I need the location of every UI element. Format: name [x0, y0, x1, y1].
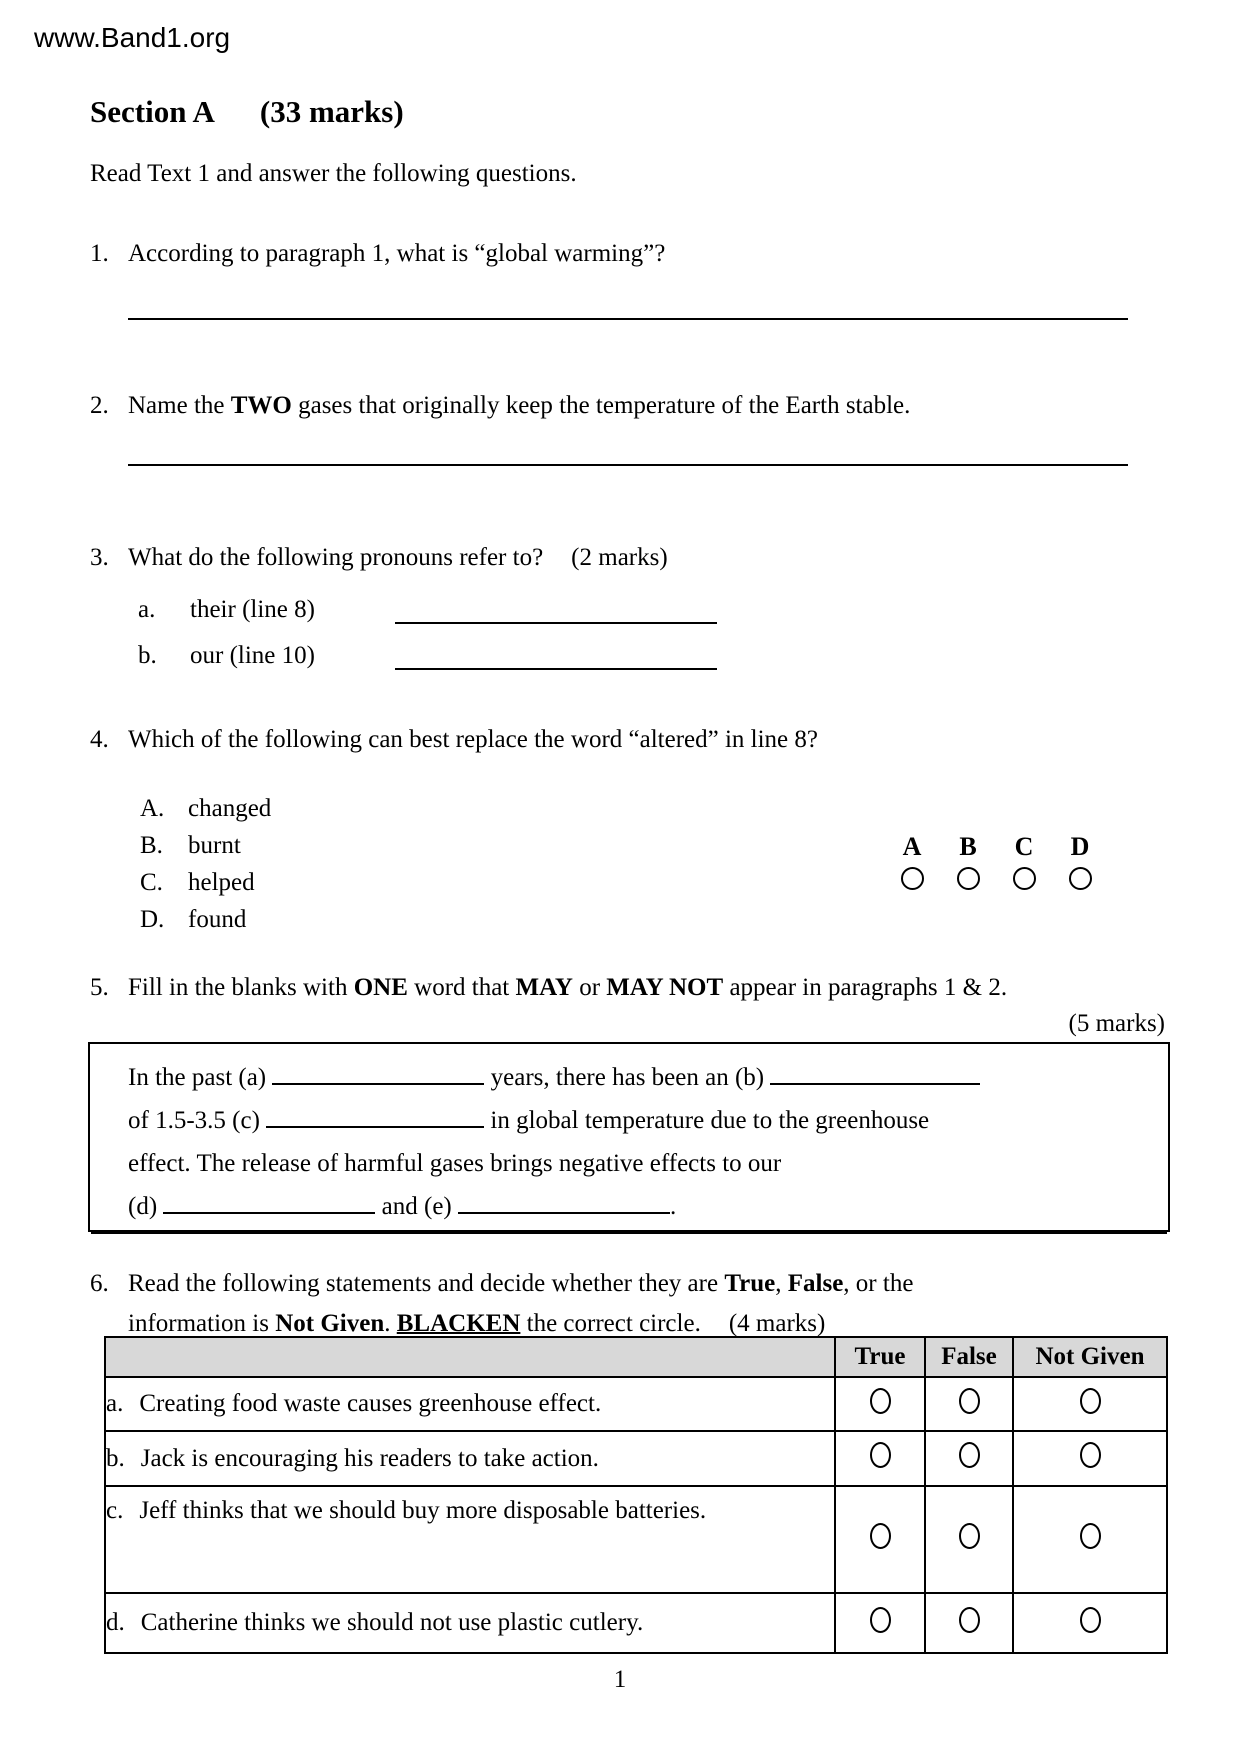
tf-bubble-c-notgiven[interactable]	[1080, 1523, 1101, 1549]
question-2-bold: TWO	[230, 392, 292, 419]
statement-b-label: b.	[106, 1444, 125, 1472]
q3-item-a-blank[interactable]	[395, 592, 717, 624]
q3-item-a	[138, 590, 717, 624]
statement-b-text: Jack is encouraging his readers to take action.	[140, 1444, 599, 1472]
question-3-text	[128, 544, 1165, 572]
question-2-pre: Name the	[128, 392, 231, 419]
sumbox-line-2	[128, 1099, 1152, 1142]
question-2	[90, 392, 1165, 420]
q4-option-a-label: A.	[140, 795, 165, 822]
q6-seg2: ,	[775, 1270, 788, 1297]
q3-item-b	[138, 636, 717, 670]
col-header-true: True	[835, 1337, 925, 1377]
bubble-label-c: C	[1014, 832, 1034, 861]
question-3-stem: What do the following pronouns refer to?	[128, 544, 544, 571]
statement-a-text: Creating food waste causes greenhouse effect.	[139, 1390, 602, 1417]
q5-seg1: Fill in the blanks with	[128, 974, 354, 1001]
site-url: www.Band1.org	[34, 22, 231, 53]
q4-option-a	[140, 790, 271, 827]
q4-option-b-text: burnt	[188, 832, 241, 859]
q5-bold-maynot: MAY NOT	[606, 974, 724, 1001]
q4-option-d	[140, 901, 271, 938]
sumbox-l1a: In the past (a)	[128, 1064, 267, 1091]
bubble-circle-b[interactable]	[957, 867, 980, 890]
col-header-statement	[105, 1337, 835, 1377]
q4-option-b-label: B.	[140, 832, 163, 859]
q6-bold-true: True	[724, 1270, 776, 1297]
section-marks: (33 marks)	[259, 94, 404, 129]
bubble-circle-a[interactable]	[901, 867, 924, 890]
tf-table	[104, 1336, 1168, 1654]
question-2-text	[128, 392, 1165, 420]
sumbox-line-3: effect. The release of harmful gases brings negative effects to our	[128, 1150, 782, 1177]
sumbox-l4b: and (e)	[381, 1193, 452, 1220]
question-2-post: gases that originally keep the temperature of the Earth stable.	[291, 392, 911, 419]
statement-a	[105, 1377, 835, 1431]
col-header-notgiven: Not Given	[1013, 1337, 1167, 1377]
q4-option-c	[140, 864, 271, 901]
sumbox-line-4	[128, 1185, 1152, 1228]
sumbox-line-1	[128, 1056, 1152, 1099]
question-6-text	[128, 1264, 1165, 1344]
bubble-label-d: D	[1070, 832, 1090, 861]
q4-option-b	[140, 827, 271, 864]
bubble-label-b: B	[959, 832, 977, 861]
table-row-b	[105, 1431, 1167, 1486]
statement-c	[105, 1486, 835, 1593]
section-title: Section A	[90, 94, 215, 129]
q4-option-d-text: found	[188, 906, 247, 933]
question-2-number: 2.	[90, 392, 109, 419]
question-1-number: 1.	[90, 240, 109, 267]
bubble-circle-d[interactable]	[1069, 867, 1092, 890]
bubble-label-a: A	[902, 832, 922, 861]
q3-item-b-blank[interactable]	[395, 638, 717, 670]
q6-seg1: Read the following statements and decide whether they are	[128, 1270, 725, 1297]
q3-item-a-label: a.	[138, 596, 156, 623]
statement-a-label: a.	[106, 1390, 124, 1417]
q5-bold-may: MAY	[515, 974, 573, 1001]
question-6-number: 6.	[90, 1270, 109, 1297]
sumbox-l2b: in global temperature due to the greenhouse	[490, 1107, 930, 1134]
q4-options	[140, 790, 271, 938]
statement-d-text: Catherine thinks we should not use plastic cutlery.	[140, 1609, 644, 1636]
page-number: 1	[613, 1666, 627, 1693]
answer-line-q1[interactable]	[128, 318, 1128, 320]
statement-b	[105, 1431, 835, 1486]
table-row-c	[105, 1486, 1167, 1593]
tf-bubble-d-true[interactable]	[870, 1607, 891, 1633]
sumbox-l2a: of 1.5-3.5 (c)	[128, 1107, 260, 1134]
question-5-marks: (5 marks)	[1068, 1010, 1165, 1037]
table-row-a	[105, 1377, 1167, 1431]
q5-seg3: or	[572, 974, 607, 1001]
tf-bubble-b-false[interactable]	[959, 1442, 980, 1468]
q6-bold-notgiven: Not Given	[275, 1310, 385, 1337]
question-6-marks: (4 marks)	[728, 1310, 826, 1337]
q4-answer-grid	[884, 834, 1108, 890]
tf-bubble-d-notgiven[interactable]	[1080, 1607, 1101, 1633]
tf-bubble-a-notgiven[interactable]	[1080, 1388, 1101, 1414]
q4-option-a-text: changed	[188, 795, 272, 822]
q3-item-b-text: our (line 10)	[190, 642, 315, 669]
statement-d	[105, 1593, 835, 1653]
tf-header-row	[105, 1337, 1167, 1377]
sumbox-l4a: (d)	[128, 1193, 158, 1220]
summary-box	[88, 1042, 1170, 1232]
question-5	[90, 974, 1165, 1002]
statement-c-text: Jeff thinks that we should buy more disposable batteries.	[139, 1497, 707, 1524]
col-header-false: False	[925, 1337, 1013, 1377]
question-1-text: According to paragraph 1, what is “global warming”?	[128, 240, 666, 267]
q4-option-c-text: helped	[188, 869, 255, 896]
tf-bubble-c-true[interactable]	[870, 1523, 891, 1549]
blank-a[interactable]	[272, 1057, 484, 1085]
tf-bubble-b-notgiven[interactable]	[1080, 1442, 1101, 1468]
tf-bubble-a-true[interactable]	[870, 1388, 891, 1414]
q5-seg4: appear in paragraphs 1 & 2.	[723, 974, 1008, 1001]
q3-item-a-text: their (line 8)	[190, 596, 315, 623]
question-4	[90, 726, 1165, 754]
table-row-d	[105, 1593, 1167, 1653]
section-intro: Read Text 1 and answer the following questions.	[90, 160, 577, 187]
sumbox-l1b: years, there has been an (b)	[490, 1064, 765, 1091]
blank-d[interactable]	[163, 1186, 375, 1214]
q4-option-d-label: D.	[140, 906, 165, 933]
q6-seg5: .	[384, 1310, 397, 1337]
question-3-number: 3.	[90, 544, 109, 571]
statement-c-label: c.	[106, 1497, 124, 1524]
q3-item-b-label: b.	[138, 642, 157, 669]
tf-bubble-c-false[interactable]	[959, 1523, 980, 1549]
question-5-number: 5.	[90, 974, 109, 1001]
q6-blacken: BLACKEN	[396, 1310, 521, 1337]
q5-bold-one: ONE	[353, 974, 408, 1001]
tf-bubble-d-false[interactable]	[959, 1607, 980, 1633]
answer-line-q2[interactable]	[128, 464, 1128, 466]
sumbox-l4c: .	[670, 1193, 677, 1220]
question-3	[90, 544, 1165, 572]
statement-d-label: d.	[106, 1609, 125, 1636]
bubble-circle-c[interactable]	[1013, 867, 1036, 890]
question-3-marks: (2 marks)	[571, 544, 668, 571]
q6-seg3: , or the	[843, 1270, 914, 1297]
q6-seg4: information is	[128, 1310, 276, 1337]
q5-seg2: word that	[407, 974, 516, 1001]
q6-bold-false: False	[787, 1270, 844, 1297]
q4-option-c-label: C.	[140, 869, 163, 896]
q6-seg6: the correct circle.	[520, 1310, 701, 1337]
section-heading	[90, 94, 404, 130]
question-6	[90, 1264, 1165, 1344]
blank-b[interactable]	[770, 1057, 980, 1085]
question-5-text	[128, 974, 1165, 1002]
blank-c[interactable]	[266, 1100, 484, 1128]
question-4-text: Which of the following can best replace the word “altered” in line 8?	[128, 726, 818, 753]
tf-bubble-a-false[interactable]	[959, 1388, 980, 1414]
tf-bubble-b-true[interactable]	[870, 1442, 891, 1468]
question-1	[90, 240, 1165, 268]
blank-e[interactable]	[458, 1186, 670, 1214]
question-4-number: 4.	[90, 726, 109, 753]
